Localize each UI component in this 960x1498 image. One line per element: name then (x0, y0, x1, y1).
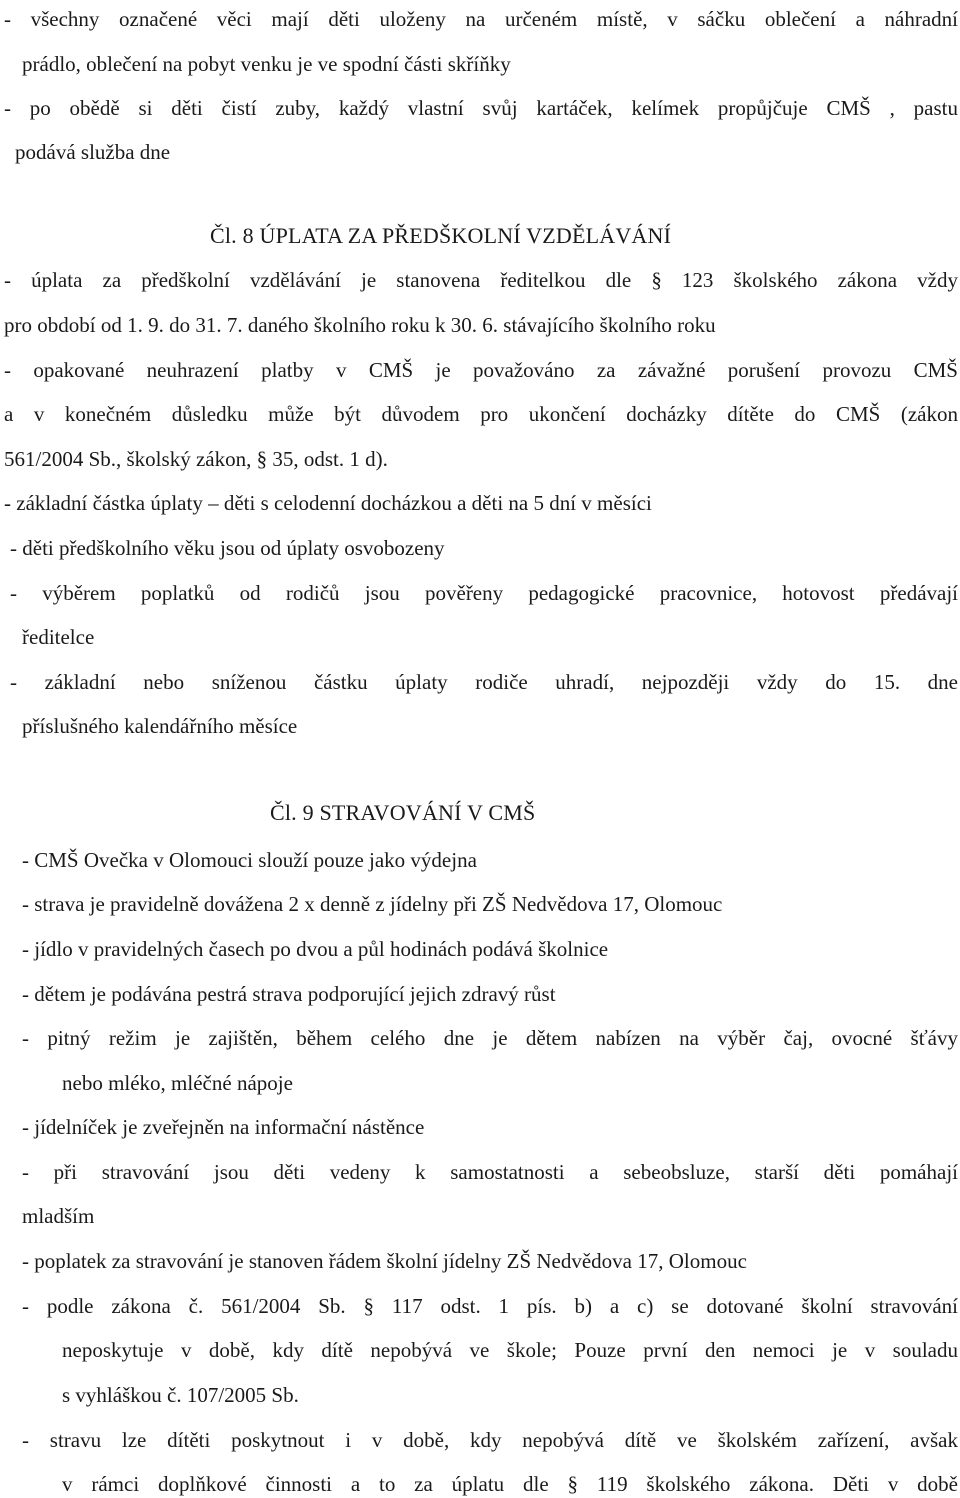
paragraph-line: - poplatek za stravování je stanoven řádem školní jídelny ZŠ Nedvědova 17, Olomouc (22, 1249, 747, 1273)
paragraph-line: prádlo, oblečení na pobyt venku je ve spodní části skříňky (22, 52, 511, 76)
paragraph-line: - po obědě si děti čistí zuby, každý vlastní svůj kartáček, kelímek propůjčuje CMŠ , pastu (4, 96, 958, 120)
paragraph-line: příslušného kalendářního měsíce (22, 714, 298, 738)
paragraph-line: a v konečném důsledku může být důvodem pro ukončení docházky dítěte do CMŠ (zákon (4, 402, 958, 426)
paragraph-line: pro období od 1. 9. do 31. 7. daného školního roku k 30. 6. stávajícího školního roku (4, 313, 716, 337)
paragraph-line: - pitný režim je zajištěn, během celého dne je dětem nabízen na výběr čaj, ovocné šťávy (22, 1026, 958, 1050)
paragraph-line: - strava je pravidelně dovážena 2 x denně z jídelny při ZŠ Nedvědova 17, Olomouc (22, 892, 723, 916)
paragraph-line: - jídlo v pravidelných časech po dvou a půl hodinách podává školnice (22, 937, 609, 961)
paragraph-line: - CMŠ Ovečka v Olomouci slouží pouze jako výdejna (22, 848, 477, 872)
paragraph-line: 561/2004 Sb., školský zákon, § 35, odst. 1 d). (4, 447, 388, 471)
paragraph-line: - stravu lze dítěti poskytnout i v době, kdy nepobývá dítě ve školském zařízení, avšak (22, 1428, 958, 1452)
paragraph-line: neposkytuje v době, kdy dítě nepobývá ve škole; Pouze první den nemoci je v souladu (62, 1338, 958, 1362)
paragraph-line: nebo mléko, mléčné nápoje (62, 1071, 293, 1095)
paragraph-line: - základní částka úplaty – děti s celodenní docházkou a děti na 5 dní v měsíci (4, 491, 652, 515)
paragraph-line: - dětem je podávána pestrá strava podporující jejich zdravý růst (22, 982, 556, 1006)
paragraph-line: - podle zákona č. 561/2004 Sb. § 117 odst. 1 pís. b) a c) se dotované školní stravování (22, 1294, 958, 1318)
paragraph-line: - výběrem poplatků od rodičů jsou pověřeny pedagogické pracovnice, hotovost předávají (10, 581, 958, 605)
paragraph-line: - při stravování jsou děti vedeny k samostatnosti a sebeobsluze, starší děti pomáhají (22, 1160, 958, 1184)
paragraph-line: - úplata za předškolní vzdělávání je stanovena ředitelkou dle § 123 školského zákona vždy (4, 268, 958, 292)
paragraph-line: podává služba dne (15, 140, 171, 164)
paragraph-line: - všechny označené věci mají děti uloženy na určeném místě, v sáčku oblečení a náhradní (4, 7, 958, 31)
paragraph-line: v rámci doplňkové činnosti a to za úplatu dle § 119 školského zákona. Děti v době (62, 1472, 958, 1496)
section-heading: Čl. 9 STRAVOVÁNÍ V CMŠ (270, 800, 536, 825)
paragraph-line: - jídelníček je zveřejněn na informační nástěnce (22, 1115, 425, 1139)
section-heading: Čl. 8 ÚPLATA ZA PŘEDŠKOLNÍ VZDĚLÁVÁNÍ (210, 223, 672, 248)
paragraph-line: mladším (22, 1204, 95, 1228)
paragraph-line: s vyhláškou č. 107/2005 Sb. (62, 1383, 299, 1407)
paragraph-line: - základní nebo sníženou částku úplaty rodiče uhradí, nejpozději vždy do 15. dne (10, 670, 958, 694)
paragraph-line: - děti předškolního věku jsou od úplaty osvobozeny (10, 536, 445, 560)
paragraph-line: ředitelce (22, 625, 95, 649)
paragraph-line: - opakované neuhrazení platby v CMŠ je považováno za závažné porušení provozu CMŠ (4, 358, 958, 382)
